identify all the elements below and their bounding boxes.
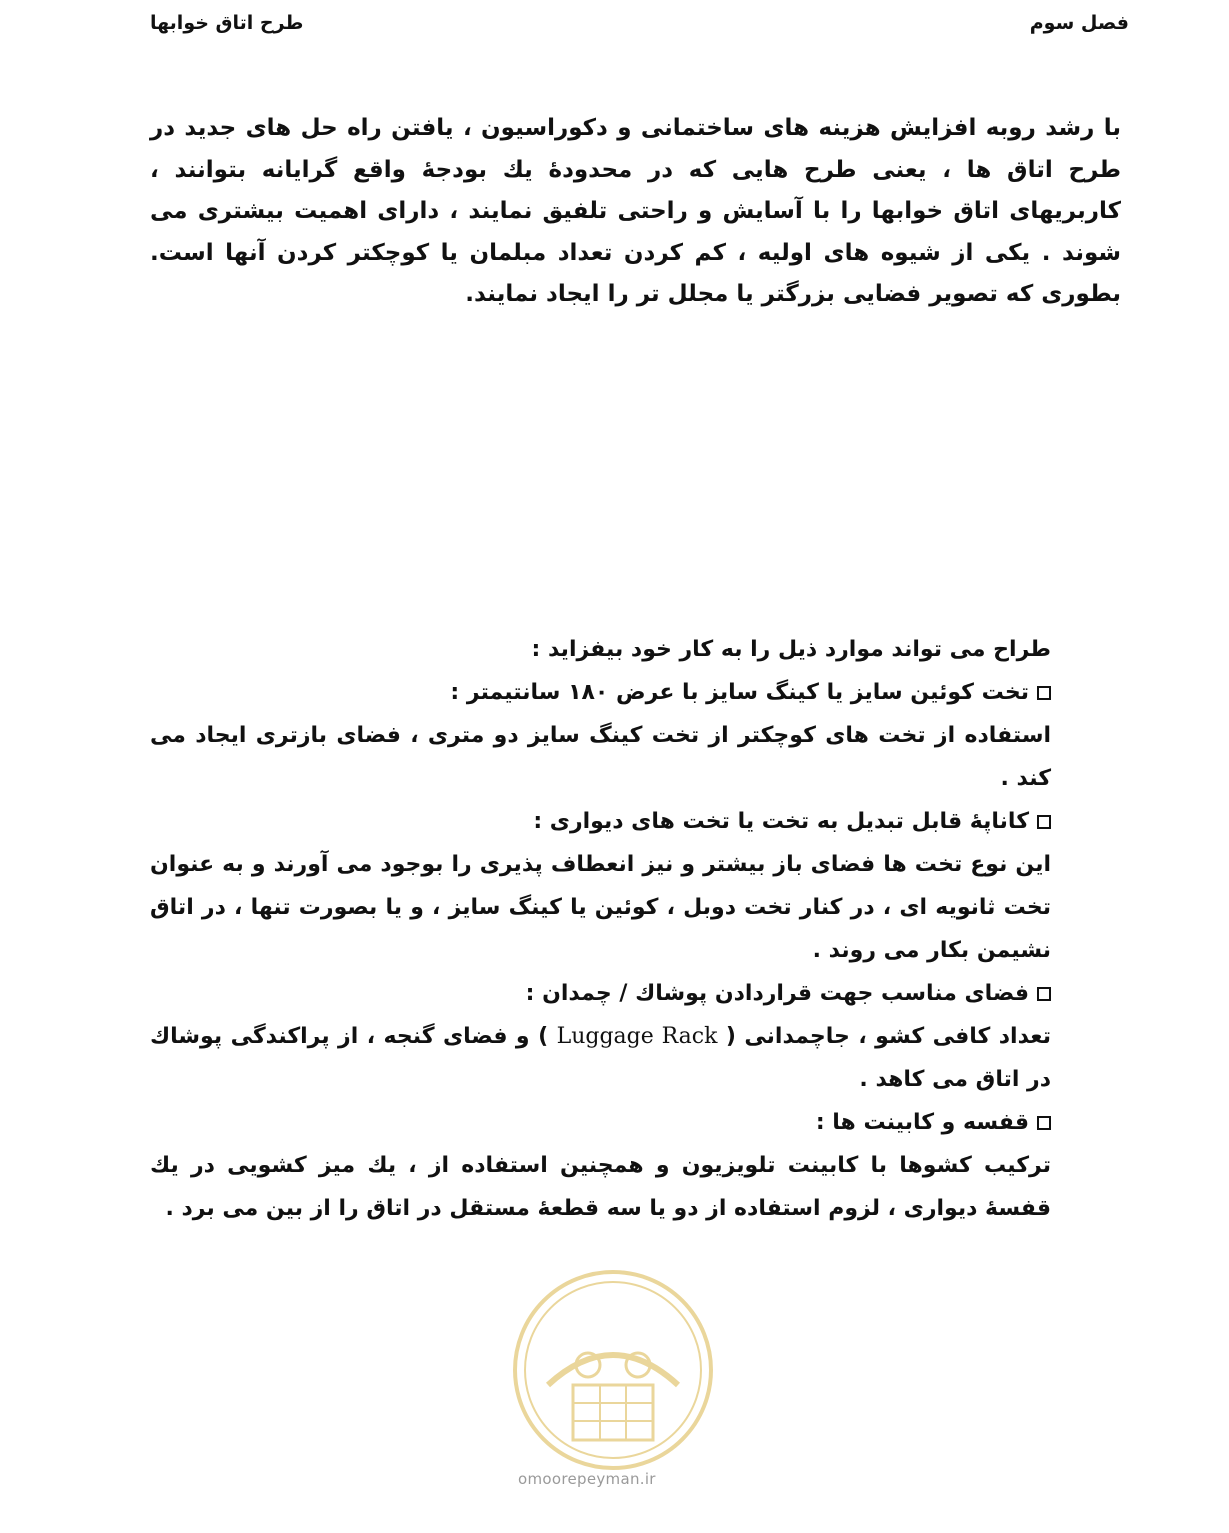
watermark-text: omoorepeyman.ir <box>518 1470 656 1488</box>
page-header <box>150 8 1129 38</box>
item-title: تخت کوئین سایز یا کینگ سایز با عرض ۱۸۰ سانتیمتر : <box>450 680 1029 705</box>
item-heading <box>150 800 1051 843</box>
item-body: استفاده از تخت های کوچکتر از تخت کینگ سایز دو متری ، فضای بازتری ایجاد می کند . <box>150 723 1051 791</box>
item-body: ترکیب کشوها با کابینت تلویزیون و همچنین استفاده از ، یك میز کشویی در یك قفسهٔ دیواری ، لزوم استفاده از دو یا سه قطعهٔ مستقل در اتاق را از بین می برد . <box>150 1153 1051 1221</box>
english-term: Luggage Rack <box>556 1024 718 1049</box>
checkbox-icon <box>1037 987 1051 1001</box>
checkbox-icon <box>1037 815 1051 829</box>
running-title-topic: طرح اتاق خوابها <box>150 12 304 34</box>
running-title-chapter: فصل سوم <box>1029 12 1129 34</box>
item-title: قفسه و کابینت ها : <box>815 1110 1029 1135</box>
checkbox-icon <box>1037 1116 1051 1130</box>
watermark-seal-icon <box>508 1265 718 1485</box>
item-body: این نوع تخت ها فضای باز بیشتر و نیز انعطاف پذیری را بوجود می آورند و به عنوان تخت ثانویه ای ، در کنار تخت دوبل ، کوئین یا کینگ سایز ، و یا بصورت تنها ، در اتاق نشیمن بکار می روند . <box>150 852 1051 963</box>
item-title: فضای مناسب جهت قراردادن پوشاك / چمدان : <box>525 981 1029 1006</box>
list-intro: طراح می تواند موارد ذیل را به کار خود بیفزاید : <box>531 637 1051 662</box>
item-body <box>150 1015 1051 1101</box>
intro-paragraph: با رشد روبه افزایش هزینه های ساختمانی و دکوراسیون ، یافتن راه حل های جدید در طرح اتاق ها ، یعنی طرح هایی که در محدودهٔ یك بودجهٔ واقع گرایانه بتوانند ، کاربریهای اتاق خوابها را با آسایش و راحتی تلفیق نمایند ، دارای اهمیت بیشتری می شوند . یکی از شیوه های اولیه ، کم کردن تعداد مبلمان یا کوچکتر کردن آنها است. بطوری که تصویر فضایی بزرگتر یا مجلل تر را ایجاد نمایند. <box>150 115 1121 307</box>
checkbox-icon <box>1037 686 1051 700</box>
item-heading <box>150 1101 1051 1144</box>
item-title: کاناپهٔ قابل تبدیل به تخت یا تخت های دیواری : <box>533 809 1029 834</box>
design-items-list <box>150 628 1051 1230</box>
item-body-part: ) و فضای گنجه ، از پراکندگی پوشاك در اتاق می کاهد . <box>150 1024 1051 1092</box>
item-heading <box>150 972 1051 1015</box>
item-heading <box>150 671 1051 714</box>
intro-section <box>150 108 1121 316</box>
item-body-part: تعداد کافی کشو ، جاچمدانی ( <box>725 1024 1051 1049</box>
